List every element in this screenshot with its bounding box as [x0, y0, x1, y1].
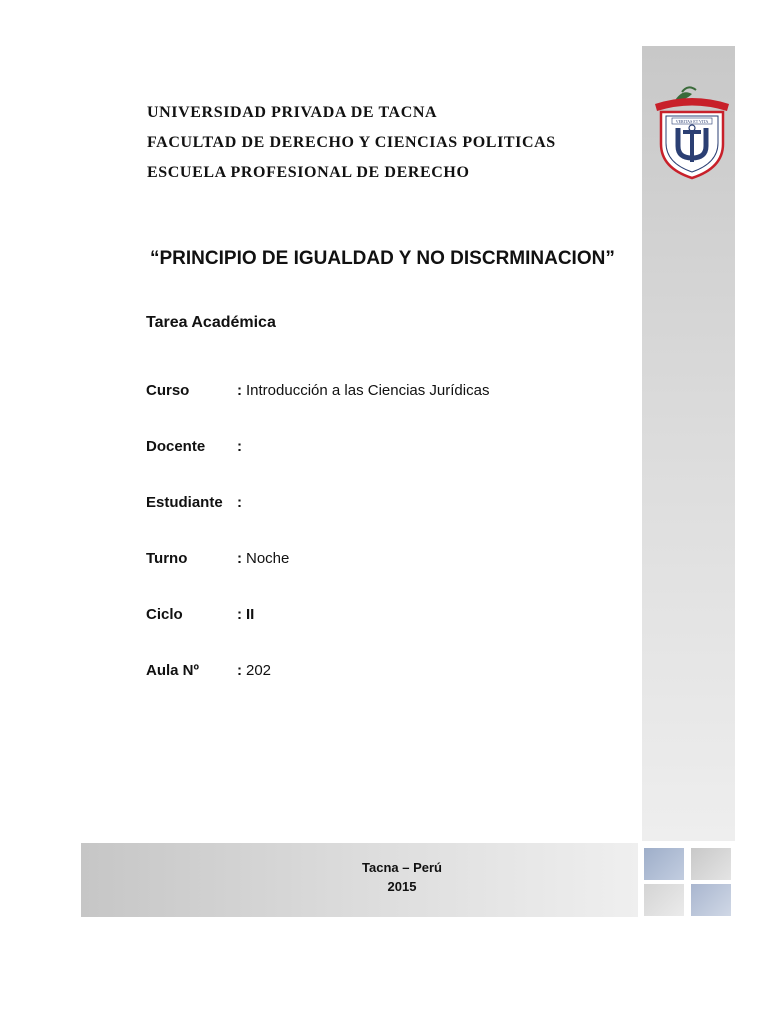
faculty-name: FACULTAD DE DERECHO Y CIENCIAS POLITICAS [147, 134, 556, 151]
field-ciclo: Ciclo : II [146, 604, 254, 626]
decor-square [691, 884, 731, 916]
field-aula: Aula Nº : 202 [146, 660, 271, 682]
field-value: Noche [246, 550, 290, 567]
field-value: Introducción a las Ciencias Jurídicas [246, 382, 490, 399]
footer-year: 2015 [387, 879, 417, 894]
footer-place: Tacna – Perú [362, 860, 442, 875]
footer-text [81, 858, 723, 896]
institution-header [147, 101, 556, 191]
field-value: 202 [246, 662, 272, 679]
field-docente: Docente : [146, 436, 246, 458]
field-label: Docente [146, 438, 206, 455]
field-label: Turno [146, 550, 188, 567]
school-name: ESCUELA PROFESIONAL DE DERECHO [147, 164, 470, 181]
field-estudiante: Estudiante : [146, 492, 246, 514]
document-title: “PRINCIPIO DE IGUALDAD Y NO DISCRMINACION” [150, 248, 615, 269]
university-seal [652, 82, 732, 182]
document-type: Tarea Académica [146, 314, 276, 331]
field-label: Curso [146, 382, 190, 399]
seal-motto: VERITAS ET VITA [675, 119, 709, 124]
field-value: II [246, 606, 255, 623]
decor-square [644, 884, 684, 916]
field-curso: Curso : Introducción a las Ciencias Jurídicas [146, 380, 489, 402]
decor-square [644, 848, 684, 880]
field-turno: Turno : Noche [146, 548, 289, 570]
footer-band [81, 843, 638, 917]
decor-square [691, 848, 731, 880]
field-label: Ciclo [146, 606, 183, 623]
university-seal-icon [652, 82, 732, 182]
field-label: Estudiante [146, 494, 223, 511]
university-name: UNIVERSIDAD PRIVADA DE TACNA [147, 104, 438, 121]
field-label: Aula Nº [146, 662, 199, 679]
